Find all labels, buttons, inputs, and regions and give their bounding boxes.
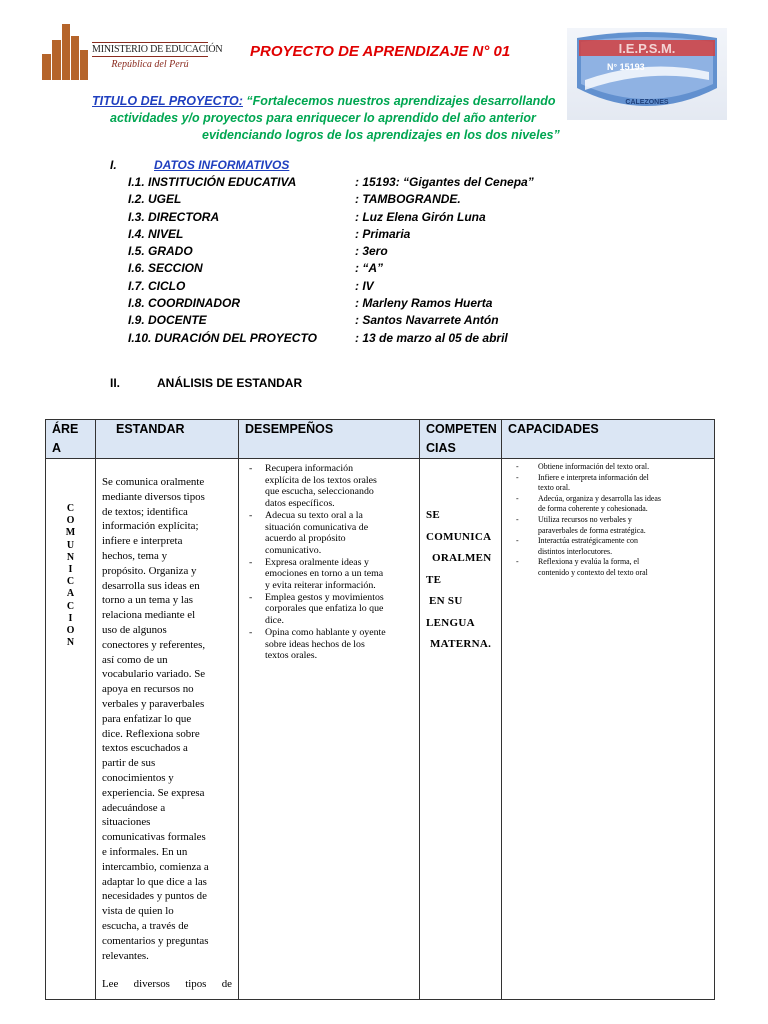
list-item: - Expresa oralmente ideas y emociones en torno a un tema y evita reiterar información. xyxy=(243,557,415,592)
list-item: - Opina como hablante y oyente sobre ideas hechos de los textos orales. xyxy=(243,627,415,662)
info-value: : 15193: “Gigantes del Cenepa” xyxy=(355,175,534,189)
ministry-logo xyxy=(40,22,223,82)
list-item: - Interactúa estratégicamente con distintos interlocutores. xyxy=(508,536,710,557)
info-row xyxy=(128,244,548,261)
section-2-title: ANÁLISIS DE ESTANDAR xyxy=(157,376,303,390)
desempenos-cell xyxy=(239,459,420,1000)
header-capacidades: CAPACIDADES xyxy=(502,420,715,459)
estandar-text: Se comunica oralmente mediante diversos tipos de textos; identifica información explícita; infiere e interpreta hechos, tema y propósito. Organiza y desarrolla sus ideas en torno a un tema y las relaciona mediante el uso de algunos conectores y referentes, así como de un vocabulario variado. Se apoya en recursos no verbales y paraverbales para enfatizar lo que dice. Reflexiona sobre textos escuchados a partir de sus conocimientos y experiencia. Se expresa adecuándose a situaciones comunicativas formales e informales. En un intercambio, comienza a adaptar lo que dice a las necesidades y puntos de vista de quien lo escucha, a través de comentarios y preguntas relevantes. xyxy=(102,476,209,962)
list-item: - Emplea gestos y movimientos corporales que enfatiza lo que dice. xyxy=(243,592,415,627)
info-value: : IV xyxy=(355,278,374,293)
project-title-label: TITULO DEL PROYECTO: xyxy=(92,94,243,108)
list-item: - Utiliza recursos no verbales y paraverbales de forma estratégica. xyxy=(508,515,710,536)
estandar-tail: Lee diversos tipos de xyxy=(102,978,232,991)
list-item: - Recupera información explícita de los textos orales que escucha, seleccionando datos específicos. xyxy=(243,463,415,510)
area-cell: C O M U N I C A C I O N xyxy=(46,459,96,1000)
section-2-heading xyxy=(110,376,302,390)
school-badge-logo xyxy=(567,28,727,120)
header-competencias: COMPETEN CIAS xyxy=(420,420,502,459)
header-estandar: ESTANDAR xyxy=(96,420,239,459)
competencia-line: LENGUA xyxy=(426,616,475,629)
info-row xyxy=(128,331,548,348)
list-item: - Obtiene información del texto oral. xyxy=(508,462,710,473)
list-item: - Reflexiona y evalúa la forma, el contenido y contexto del texto oral xyxy=(508,557,710,578)
competencias-cell xyxy=(420,459,502,1000)
section-1-number: I. xyxy=(110,158,117,172)
info-value: : TAMBOGRANDE. xyxy=(355,192,461,207)
competencia-line: SE xyxy=(426,509,441,521)
info-key: I.8. COORDINADOR xyxy=(128,296,241,311)
list-item: - Adecúa, organiza y desarrolla las ideas de forma coherente y cohesionada. xyxy=(508,494,710,515)
info-key: I.6. SECCION xyxy=(128,261,203,276)
project-title-line-1: “Fortalecemos nuestros aprendizajes desarrollando xyxy=(246,94,556,108)
competencia-line: TE xyxy=(426,573,442,586)
capacidades-cell xyxy=(502,459,715,1000)
competencia-line: EN SU xyxy=(429,595,463,607)
info-key: I.7. CICLO xyxy=(128,278,186,293)
document-title: PROYECTO DE APRENDIZAJE N° 01 xyxy=(250,43,511,60)
header-desempenos: DESEMPEÑOS xyxy=(239,420,420,459)
info-value: : Marleny Ramos Huerta xyxy=(355,296,493,311)
badge-text-2: N° 15193 xyxy=(607,62,645,72)
info-list xyxy=(128,175,548,348)
badge-text-3: CALEZONES xyxy=(625,99,669,106)
info-key: I.3. DIRECTORA xyxy=(128,209,220,224)
list-item: - Infiere e interpreta información del texto oral. xyxy=(508,473,710,494)
badge-text-1: I.E.P.S.M. xyxy=(618,41,676,56)
section-2-number: II. xyxy=(110,376,121,390)
info-key: I.1. INSTITUCIÓN EDUCATIVA xyxy=(128,175,297,189)
table-header-row xyxy=(46,420,715,459)
project-title-line-2: actividades y/o proyectos para enriquecer lo aprendido del año anterior xyxy=(110,111,536,125)
ministry-name: MINISTERIO DE EDUCACIÓN xyxy=(92,44,223,55)
info-value: : 3ero xyxy=(355,244,388,259)
info-value: : Santos Navarrete Antón xyxy=(355,313,499,328)
info-row xyxy=(128,192,548,209)
info-value: : 13 de marzo al 05 de abril xyxy=(355,330,508,345)
section-1-title: DATOS INFORMATIVOS xyxy=(154,158,290,172)
section-1-heading xyxy=(110,158,289,172)
info-key: I.10. DURACIÓN DEL PROYECTO xyxy=(128,330,317,345)
project-title-line-3: evidenciando logros de los aprendizajes en los dos niveles” xyxy=(202,128,560,142)
ministry-logo-bars-icon xyxy=(40,22,90,80)
info-key: I.2. UGEL xyxy=(128,192,182,207)
info-row xyxy=(128,210,548,227)
info-key: I.9. DOCENTE xyxy=(128,313,207,328)
list-item: - Adecua su texto oral a la situación comunicativa de acuerdo al propósito comunicativo. xyxy=(243,510,415,557)
table-row xyxy=(46,459,715,1000)
competencia-line: ORALMEN xyxy=(432,552,492,564)
info-row xyxy=(128,261,548,278)
standards-table xyxy=(45,419,715,1000)
info-key: I.4. NIVEL xyxy=(128,226,184,241)
info-key: I.5. GRADO xyxy=(128,244,193,259)
info-value: : “A” xyxy=(355,261,383,276)
project-title xyxy=(92,93,562,144)
info-value: : Luz Elena Girón Luna xyxy=(355,209,486,224)
competencia-line: COMUNICA xyxy=(426,530,492,543)
competencia-line: MATERNA. xyxy=(430,638,492,650)
ministry-subtitle: República del Perú xyxy=(111,59,189,70)
estandar-cell xyxy=(96,459,239,1000)
info-value: : Primaria xyxy=(355,226,411,241)
info-row xyxy=(128,175,548,192)
info-row xyxy=(128,227,548,244)
info-row xyxy=(128,313,548,330)
info-row xyxy=(128,296,548,313)
header-area: ÁRE A xyxy=(46,420,96,459)
info-row xyxy=(128,279,548,296)
